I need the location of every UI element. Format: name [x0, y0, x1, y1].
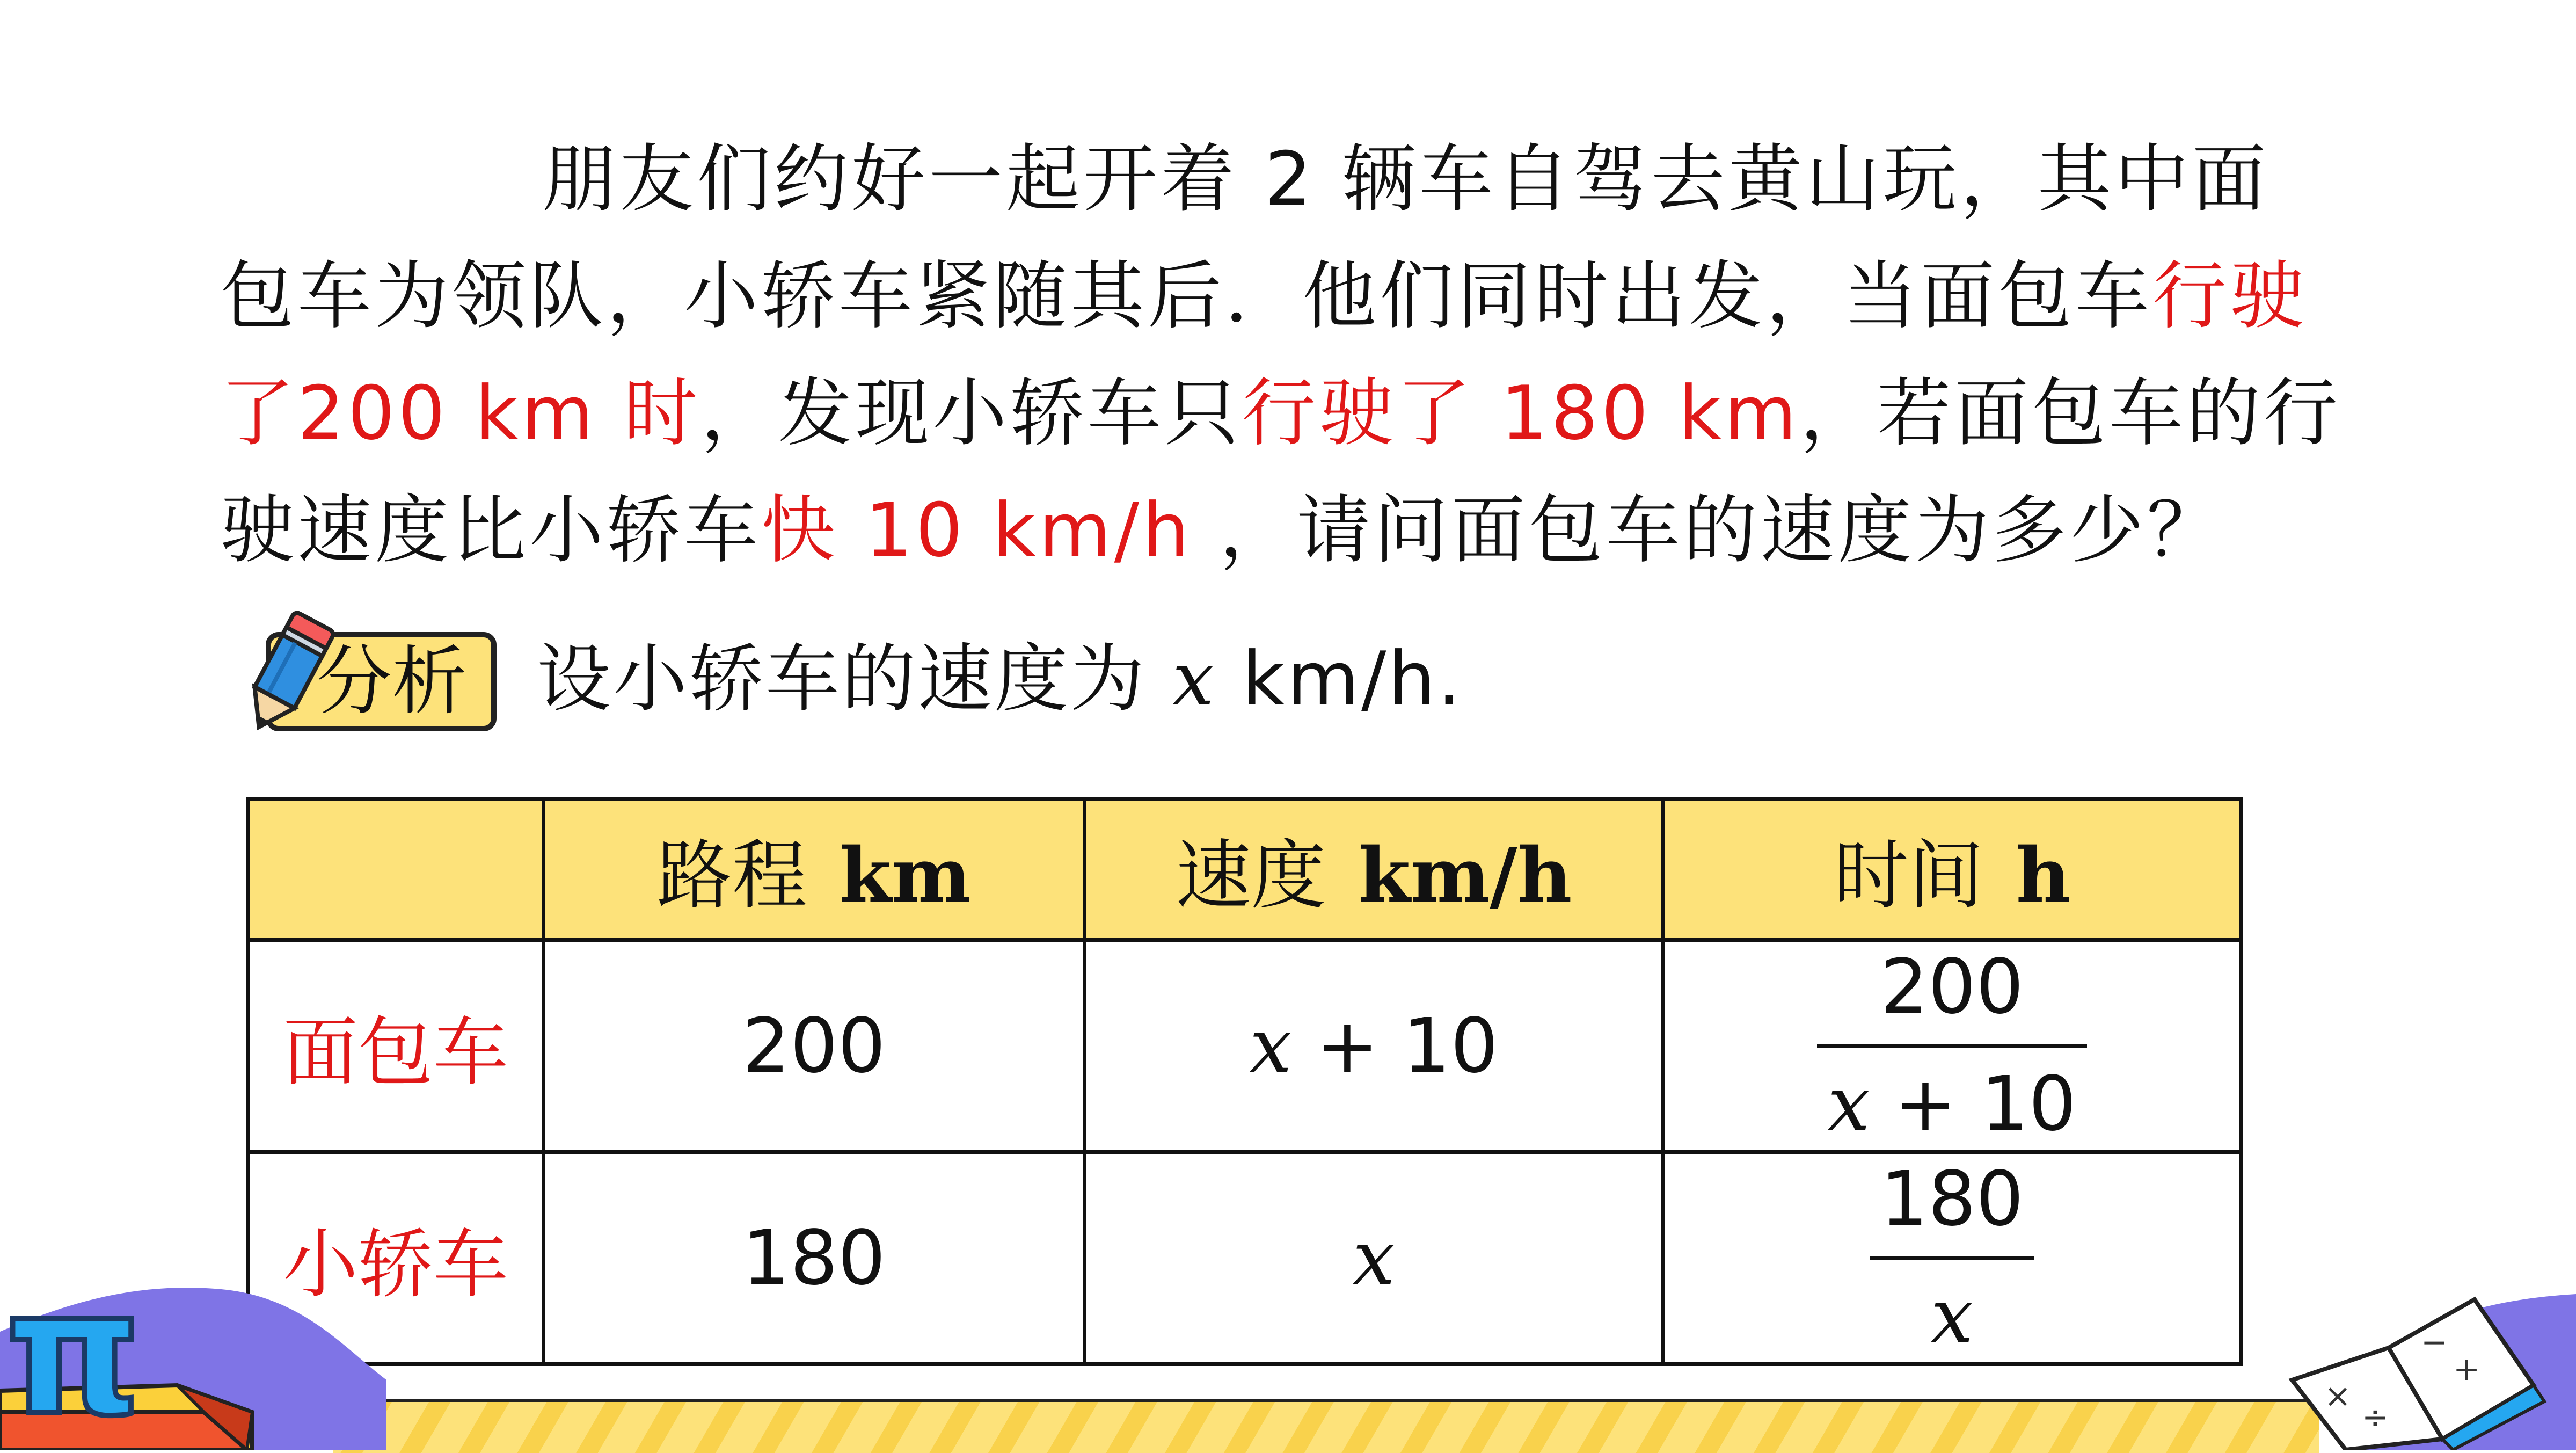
problem-part-4: ，请问面包车的速度为多少？	[1192, 487, 2224, 573]
problem-part-1: 朋友们约好一起开着 2 辆车自驾去黄山玩，其中面包车为领队，小轿车紧随其后．他们同时出发，当面包车	[220, 136, 2269, 339]
header-unit: km/h	[1358, 832, 1572, 920]
fraction-bar	[1817, 1044, 2087, 1048]
problem-highlight-distance-2: 行驶了 180 km	[1242, 370, 1800, 456]
badge-label: 分析	[317, 638, 468, 725]
speed-table	[246, 797, 2243, 1366]
speed-rest: + 10	[1291, 1002, 1499, 1090]
analysis-text-after: km/h.	[1216, 636, 1463, 722]
cell-distance: 180	[543, 1152, 1084, 1364]
row-label-van: 面包车	[248, 940, 544, 1152]
pi-symbol-icon: π	[5, 1253, 142, 1450]
time-fraction	[1870, 1154, 2034, 1362]
header-cell-time	[1663, 800, 2241, 940]
header-label: 路程	[656, 832, 807, 920]
speed-variable: x	[1353, 1214, 1395, 1302]
header-unit: h	[2016, 832, 2071, 920]
problem-highlight-speed-diff: 快 10 km/h	[761, 487, 1193, 573]
divide-symbol-icon: ÷	[2362, 1399, 2389, 1436]
fraction-bar	[1870, 1256, 2034, 1260]
times-symbol-icon: ×	[2324, 1377, 2352, 1415]
fraction-denominator	[1870, 1271, 2034, 1362]
pi-block-decoration	[0, 1251, 386, 1450]
problem-text	[220, 121, 2346, 589]
analysis-text-before: 设小轿车的速度为	[537, 636, 1172, 722]
cell-speed	[1084, 1152, 1663, 1364]
header-unit: km	[839, 832, 971, 920]
table-row	[248, 940, 2241, 1152]
cell-distance: 200	[543, 940, 1084, 1152]
bottom-stripe-band	[333, 1399, 2319, 1453]
cell-time	[1663, 1152, 2241, 1364]
header-label: 时间	[1833, 832, 1984, 920]
fraction-denominator	[1817, 1059, 2087, 1150]
header-cell-speed	[1084, 800, 1663, 940]
fraction-numerator: 200	[1880, 943, 2024, 1031]
row-label-car: 小轿车	[248, 1152, 544, 1364]
denominator-variable: x	[1931, 1273, 1974, 1360]
problem-part-2: ，发现小轿车只	[700, 370, 1242, 456]
header-cell-empty	[248, 800, 544, 940]
minus-symbol-icon: −	[2421, 1324, 2448, 1361]
header-label: 速度	[1176, 832, 1326, 920]
header-cell-distance	[543, 800, 1084, 940]
fraction-numerator: 180	[1880, 1156, 2024, 1243]
stripes	[333, 1402, 2319, 1453]
analysis-text	[537, 634, 1463, 725]
denominator-variable: x	[1827, 1060, 1870, 1148]
table-header-row	[248, 800, 2241, 940]
analysis-variable: x	[1172, 636, 1216, 722]
open-book-decoration	[2281, 1262, 2576, 1450]
problem-highlight-distance-1: 行驶了200 km 时	[220, 253, 2308, 456]
time-fraction	[1817, 942, 2087, 1150]
plus-symbol-icon: +	[2453, 1350, 2480, 1388]
table-row	[248, 1152, 2241, 1364]
cell-time	[1663, 940, 2241, 1152]
denominator-rest: + 10	[1870, 1060, 2077, 1148]
analysis-badge	[223, 609, 502, 738]
speed-variable: x	[1249, 1002, 1292, 1090]
cell-speed	[1084, 940, 1663, 1152]
problem-part-3: ，若面包车的行驶速度比小轿车	[220, 370, 2341, 573]
